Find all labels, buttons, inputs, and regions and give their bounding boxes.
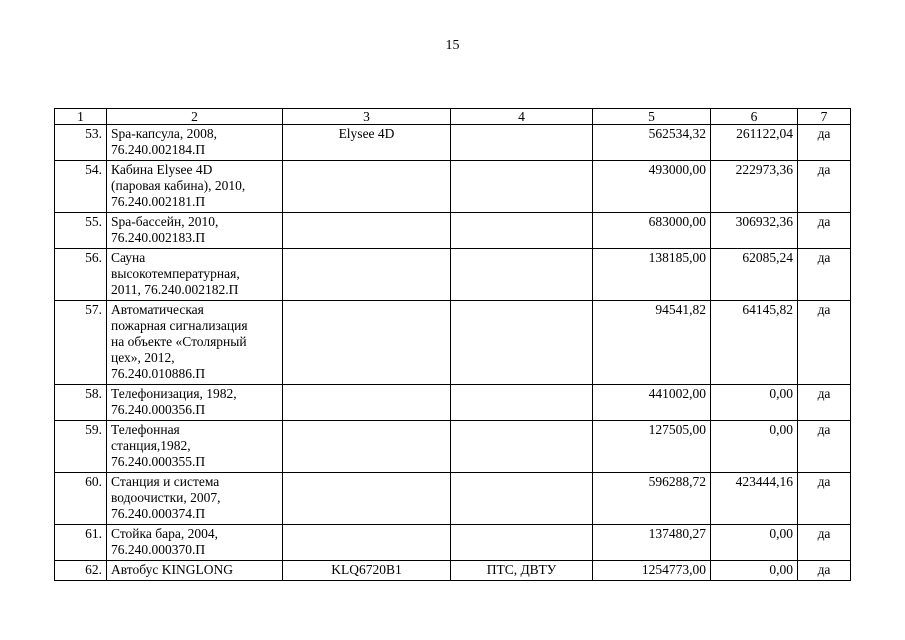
- asset-name-cell: [107, 249, 283, 301]
- asset-name-line: высокотемпературная,: [111, 266, 240, 281]
- model-cell: [283, 249, 451, 301]
- column-header-2: 2: [107, 109, 283, 125]
- asset-name-line: Автобус KINGLONG: [111, 562, 233, 577]
- asset-name-cell: [107, 385, 283, 421]
- table-body: [55, 125, 851, 581]
- flag-cell: да: [798, 213, 851, 249]
- table-row: [55, 125, 851, 161]
- asset-name-line: 76.240.000374.П: [111, 506, 206, 521]
- row-number-cell: 54.: [55, 161, 107, 213]
- residual-value-cell: 0,00: [711, 561, 798, 581]
- cost-cell: 441002,00: [593, 385, 711, 421]
- flag-cell: да: [798, 249, 851, 301]
- asset-name-line: Кабина Elysee 4D: [111, 162, 213, 177]
- flag-cell: да: [798, 421, 851, 473]
- table-row: [55, 473, 851, 525]
- asset-name-line: 76.240.002184.П: [111, 142, 206, 157]
- asset-name-line: 76.240.000370.П: [111, 542, 206, 557]
- document-cell: [451, 421, 593, 473]
- asset-name-cell: [107, 421, 283, 473]
- asset-name-line: Сауна: [111, 250, 146, 265]
- asset-name-line: 76.240.002183.П: [111, 230, 206, 245]
- asset-name-line: Spa-бассейн, 2010,: [111, 214, 219, 229]
- table-row: [55, 525, 851, 561]
- flag-cell: да: [798, 161, 851, 213]
- asset-table: [54, 108, 851, 581]
- asset-name-line: 76.240.010886.П: [111, 366, 206, 381]
- flag-cell: да: [798, 301, 851, 385]
- asset-name-line: (паровая кабина), 2010,: [111, 178, 246, 193]
- cost-cell: 596288,72: [593, 473, 711, 525]
- asset-name-cell: [107, 561, 283, 581]
- column-header-6: 6: [711, 109, 798, 125]
- model-cell: Elysee 4D: [283, 125, 451, 161]
- asset-name-cell: [107, 525, 283, 561]
- cost-cell: 1254773,00: [593, 561, 711, 581]
- row-number-cell: 61.: [55, 525, 107, 561]
- asset-name-cell: [107, 125, 283, 161]
- model-cell: [283, 421, 451, 473]
- asset-name-line: на объекте «Столярный: [111, 334, 247, 349]
- flag-cell: да: [798, 525, 851, 561]
- asset-name-line: 76.240.000356.П: [111, 402, 206, 417]
- flag-cell: да: [798, 385, 851, 421]
- asset-name-cell: [107, 213, 283, 249]
- asset-name-line: Станция и система: [111, 474, 220, 489]
- asset-name-line: Автоматическая: [111, 302, 204, 317]
- asset-name-line: станция,1982,: [111, 438, 191, 453]
- row-number-cell: 55.: [55, 213, 107, 249]
- document-cell: [451, 473, 593, 525]
- asset-name-line: пожарная сигнализация: [111, 318, 248, 333]
- asset-name-cell: [107, 301, 283, 385]
- flag-cell: да: [798, 125, 851, 161]
- model-cell: [283, 213, 451, 249]
- row-number-cell: 60.: [55, 473, 107, 525]
- column-header-1: 1: [55, 109, 107, 125]
- document-cell: [451, 213, 593, 249]
- model-cell: [283, 525, 451, 561]
- asset-name-cell: [107, 161, 283, 213]
- row-number-cell: 58.: [55, 385, 107, 421]
- cost-cell: 138185,00: [593, 249, 711, 301]
- table-row: [55, 161, 851, 213]
- column-header-7: 7: [798, 109, 851, 125]
- residual-value-cell: 62085,24: [711, 249, 798, 301]
- cost-cell: 137480,27: [593, 525, 711, 561]
- flag-cell: да: [798, 473, 851, 525]
- column-header-4: 4: [451, 109, 593, 125]
- page-number: 15: [445, 38, 460, 53]
- row-number-cell: 57.: [55, 301, 107, 385]
- asset-name-cell: [107, 473, 283, 525]
- asset-name-line: Телефонизация, 1982,: [111, 386, 237, 401]
- flag-cell: да: [798, 561, 851, 581]
- model-cell: [283, 301, 451, 385]
- model-cell: [283, 161, 451, 213]
- asset-name-line: 76.240.000355.П: [111, 454, 206, 469]
- residual-value-cell: 222973,36: [711, 161, 798, 213]
- table-row: [55, 213, 851, 249]
- cost-cell: 493000,00: [593, 161, 711, 213]
- asset-name-line: Стойка бара, 2004,: [111, 526, 218, 541]
- residual-value-cell: 261122,04: [711, 125, 798, 161]
- column-header-3: 3: [283, 109, 451, 125]
- asset-name-line: 2011, 76.240.002182.П: [111, 282, 239, 297]
- document-cell: [451, 525, 593, 561]
- row-number-cell: 59.: [55, 421, 107, 473]
- cost-cell: 683000,00: [593, 213, 711, 249]
- table-row: [55, 561, 851, 581]
- cost-cell: 94541,82: [593, 301, 711, 385]
- table-row: [55, 249, 851, 301]
- document-cell: ПТС, ДВТУ: [451, 561, 593, 581]
- asset-name-line: водоочистки, 2007,: [111, 490, 221, 505]
- residual-value-cell: 64145,82: [711, 301, 798, 385]
- asset-name-line: Телефонная: [111, 422, 180, 437]
- table-row: [55, 385, 851, 421]
- document-cell: [451, 125, 593, 161]
- document-cell: [451, 161, 593, 213]
- column-header-5: 5: [593, 109, 711, 125]
- asset-name-line: цех», 2012,: [111, 350, 175, 365]
- residual-value-cell: 0,00: [711, 525, 798, 561]
- table-row: [55, 301, 851, 385]
- table-row: [55, 421, 851, 473]
- cost-cell: 562534,32: [593, 125, 711, 161]
- document-cell: [451, 301, 593, 385]
- document-cell: [451, 249, 593, 301]
- residual-value-cell: 0,00: [711, 385, 798, 421]
- table-header-row: [55, 109, 851, 125]
- model-cell: [283, 385, 451, 421]
- row-number-cell: 56.: [55, 249, 107, 301]
- model-cell: [283, 473, 451, 525]
- asset-name-line: 76.240.002181.П: [111, 194, 206, 209]
- cost-cell: 127505,00: [593, 421, 711, 473]
- residual-value-cell: 306932,36: [711, 213, 798, 249]
- row-number-cell: 62.: [55, 561, 107, 581]
- document-cell: [451, 385, 593, 421]
- asset-name-line: Spa-капсула, 2008,: [111, 126, 217, 141]
- residual-value-cell: 0,00: [711, 421, 798, 473]
- model-cell: KLQ6720B1: [283, 561, 451, 581]
- residual-value-cell: 423444,16: [711, 473, 798, 525]
- row-number-cell: 53.: [55, 125, 107, 161]
